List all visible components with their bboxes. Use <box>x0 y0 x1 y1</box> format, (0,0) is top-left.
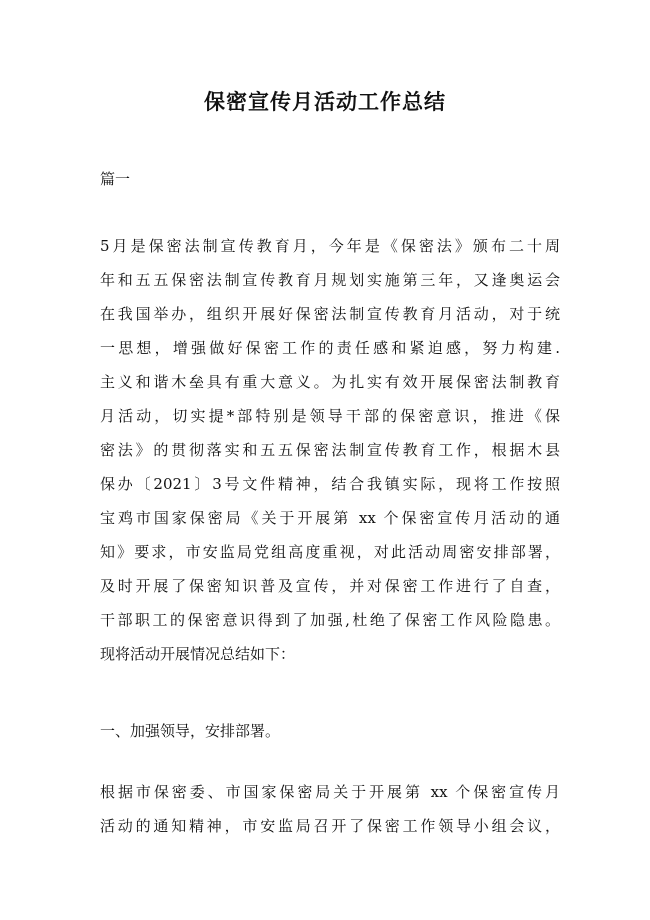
paragraph-line: 根据市保密委、市国家保密局关于开展第 xx 个保密宣传月 <box>100 783 560 801</box>
paragraph-line: 主义和谐木垒具有重大意义。为扎实有效开展保密法制教育 <box>100 373 560 391</box>
paragraph-line: 活动的通知精神，市安监局召开了保密工作领导小组会议， <box>100 817 560 835</box>
paragraph-line: 保办〔2021〕3号文件精神，结合我镇实际，现将工作按照 <box>100 475 560 493</box>
paragraph-line: 干部职工的保密意识得到了加强,杜绝了保密工作风险隐患。 <box>100 611 560 629</box>
paragraph-1 <box>100 229 560 671</box>
paragraph-line: 一思想，增强做好保密工作的责任感和紧迫感，努力构建. <box>100 339 560 357</box>
paragraph-line: 年和五五保密法制宣传教育月规划实施第三年，又逢奥运会 <box>100 271 560 289</box>
section-heading-1 <box>100 714 560 748</box>
paragraph-line: 月活动，切实提*部特别是领导干部的保密意识，推进《保 <box>100 407 560 425</box>
paragraph-2 <box>100 775 560 843</box>
paragraph-line: 密法》的贯彻落实和五五保密法制宣传教育工作，根据木县 <box>100 441 560 459</box>
paragraph-line: 知》要求，市安监局党组高度重视，对此活动周密安排部署， <box>100 543 560 561</box>
section-label: 篇一 <box>100 170 131 188</box>
heading-text: 一、加强领导，安排部署。 <box>100 722 281 740</box>
paragraph-line: 及时开展了保密知识普及宣传，并对保密工作进行了自查， <box>100 577 560 595</box>
document-title: 保密宣传月活动工作总结 <box>204 90 446 114</box>
paragraph-line: 宝鸡市国家保密局《关于开展第 xx 个保密宣传月活动的通 <box>100 509 560 527</box>
paragraph-line: 现将活动开展情况总结如下： <box>100 645 296 663</box>
paragraph-line: 5月是保密法制宣传教育月，今年是《保密法》颁布二十周 <box>100 237 560 255</box>
paragraph-line: 在我国举办，组织开展好保密法制宣传教育月活动，对于统 <box>100 305 560 323</box>
